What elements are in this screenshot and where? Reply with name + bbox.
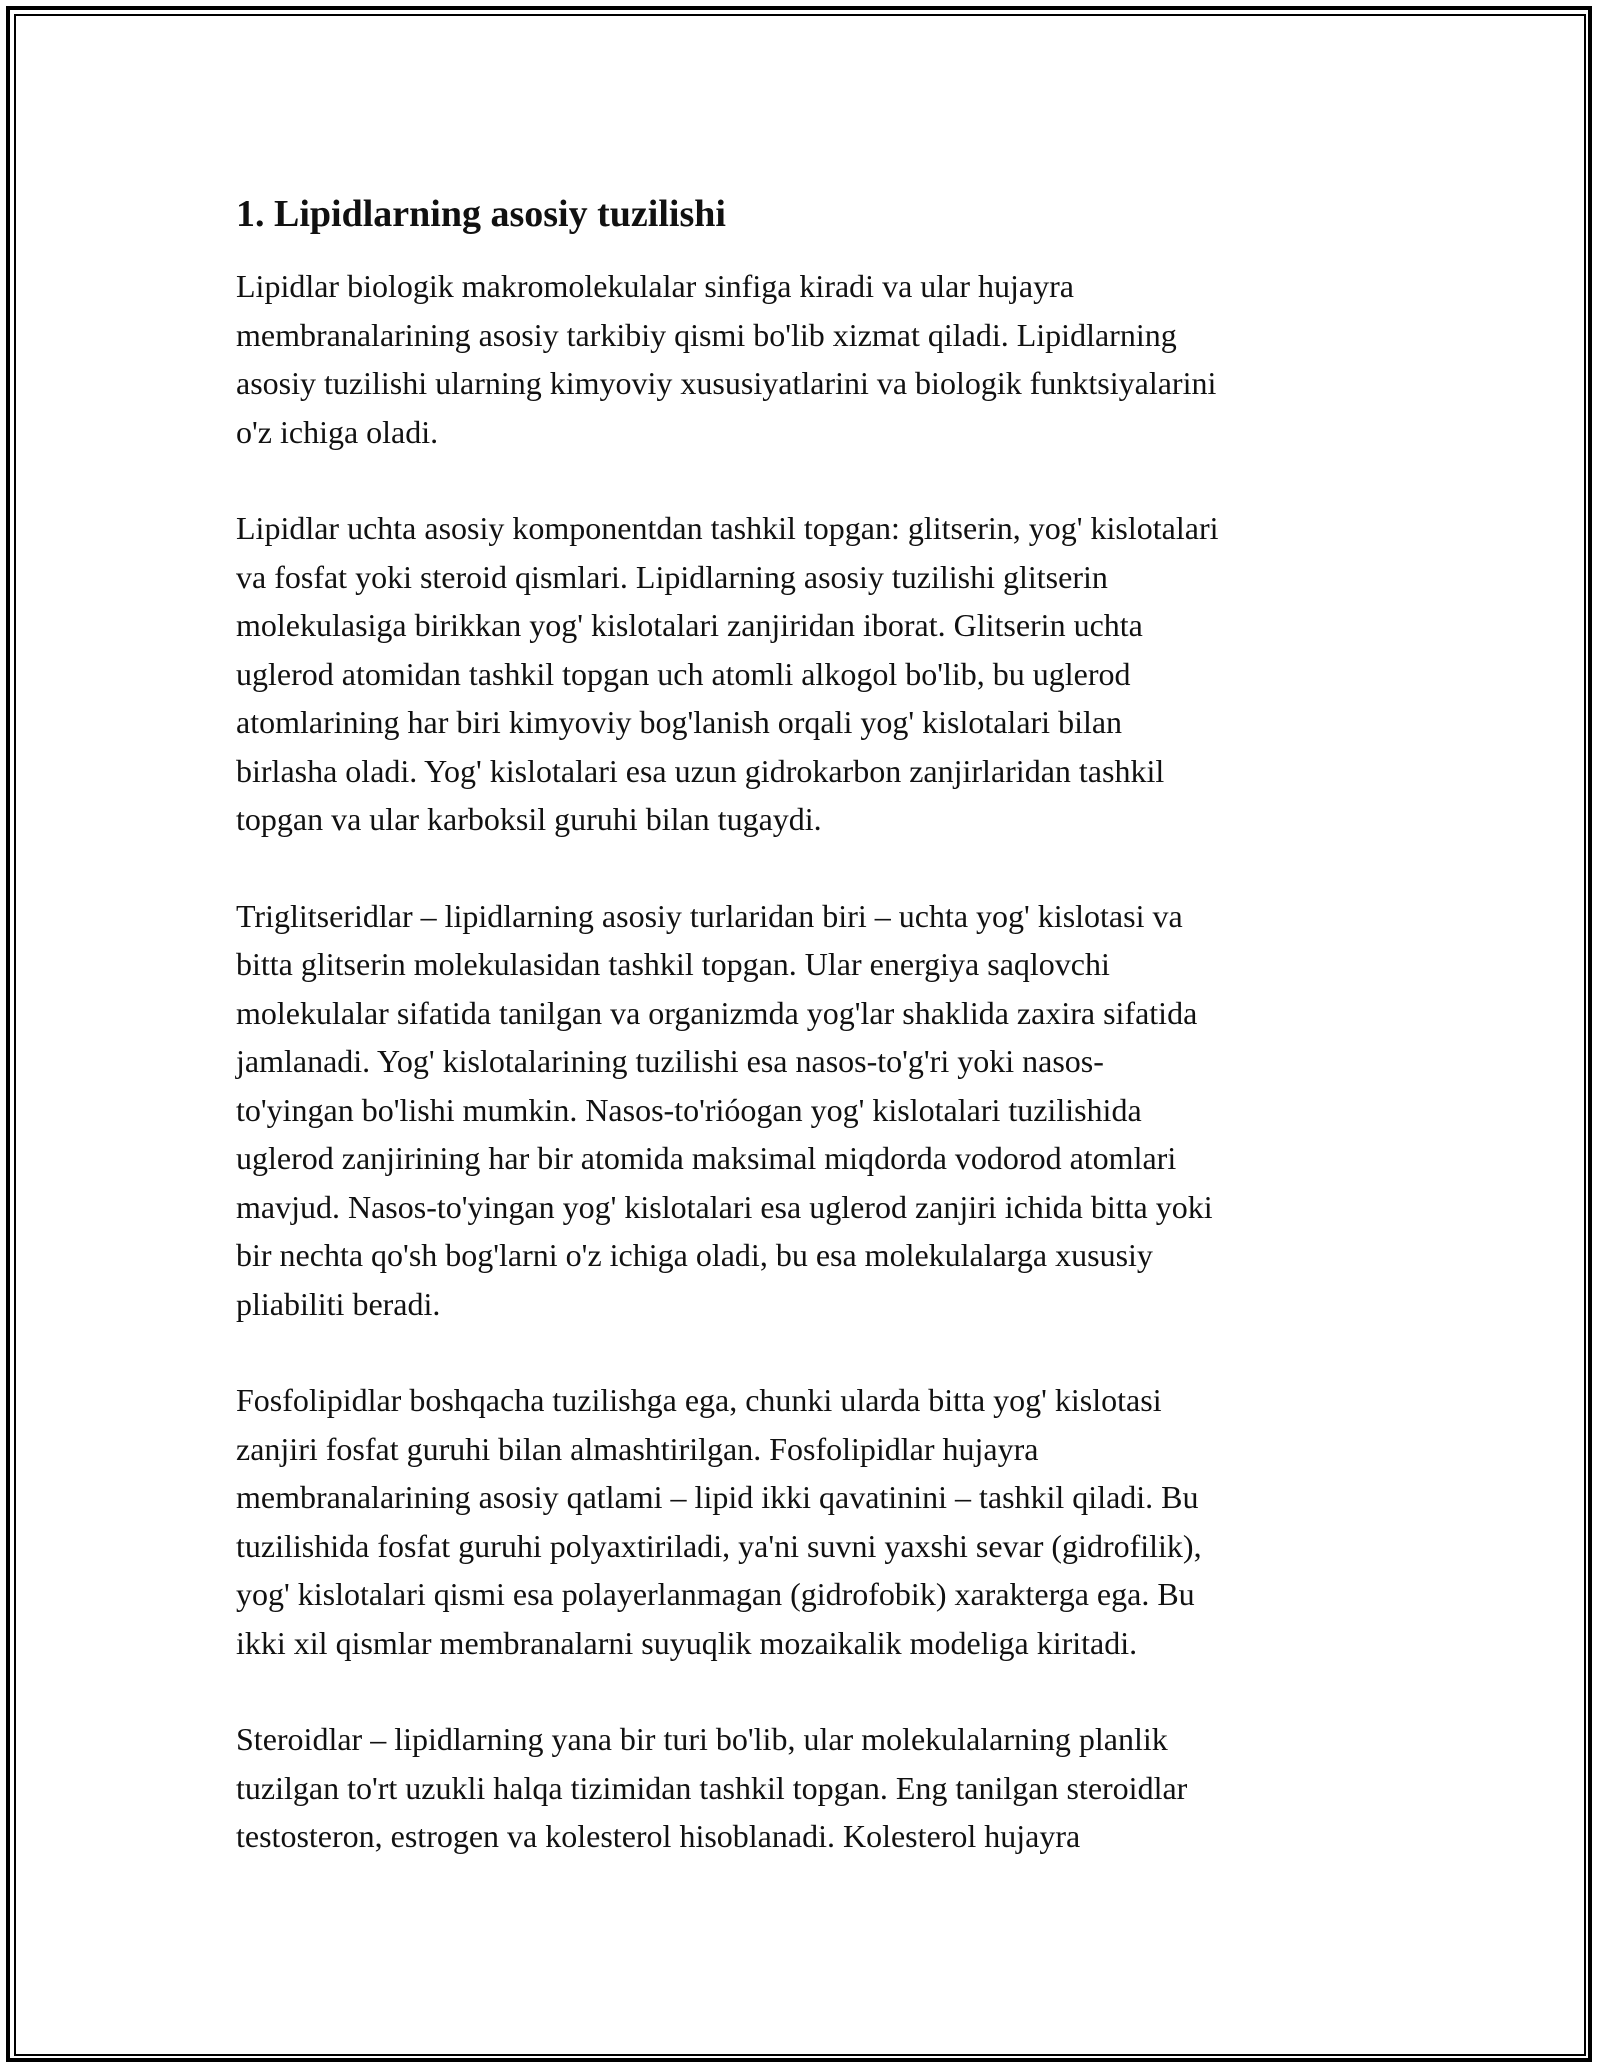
text-line: bir nechta qo'sh bog'larni o'z ichiga oladi, bu esa molekulalarga xususiy	[236, 1237, 1153, 1273]
text-line: va fosfat yoki steroid qismlari. Lipidlarning asosiy tuzilishi glitserin	[236, 558, 1108, 595]
paragraph-phospholipids	[236, 1376, 1366, 1667]
text-line: testosteron, estrogen va kolesterol hisoblanadi. Kolesterol hujayra	[236, 1818, 1081, 1854]
text-line: asosiy tuzilishi ularning kimyoviy xususiyatlarini va biologik funktsiyalarini	[236, 365, 1217, 401]
text-line: tuzilishida fosfat guruhi polyaxtiriladi, ya'ni suvni yaxshi sevar (gidrofilik),	[236, 1527, 1202, 1564]
text-line: Lipidlar uchta asosiy komponentdan tashkil topgan: glitserin, yog' kislotalari	[236, 510, 1219, 546]
text-line: molekulalar sifatida tanilgan va organizmda yog'lar shaklida zaxira sifatida	[236, 994, 1198, 1031]
text-line: ikki xil qismlar membranalarni suyuqlik mozaikalik modeliga kiritadi.	[236, 1624, 1138, 1661]
text-line: yog' kislotalari qismi esa polayerlanmagan (gidrofobik) xarakterga ega. Bu	[236, 1576, 1195, 1612]
paragraph-triglycerides	[236, 892, 1366, 1329]
text-line: atomlarining har biri kimyoviy bog'lanish orqali yog' kislotalari bilan	[236, 704, 1123, 740]
text-line: jamlanadi. Yog' kislotalarining tuzilishi esa nasos-to'g'ri yoki nasos-	[236, 1043, 1104, 1079]
text-line: Steroidlar – lipidlarning yana bir turi bo'lib, ular molekulalarning planlik	[236, 1721, 1168, 1757]
paragraph-intro	[236, 262, 1366, 456]
text-line: pliabiliti beradi.	[236, 1285, 441, 1322]
text-line: uglerod atomidan tashkil topgan uch atomli alkogol bo'lib, bu uglerod	[236, 655, 1131, 692]
text-line: to'yingan bo'lishi mumkin. Nasos-to'rióogan yog' kislotalari tuzilishida	[236, 1091, 1142, 1128]
text-line: mavjud. Nasos-to'yingan yog' kislotalari esa uglerod zanjiri ichida bitta yoki	[236, 1188, 1213, 1225]
text-line: bitta glitserin molekulasidan tashkil topgan. Ular energiya saqlovchi	[236, 946, 1110, 982]
text-line: membranalarining asosiy tarkibiy qismi bo'lib xizmat qiladi. Lipidlarning	[236, 316, 1177, 353]
text-line: Fosfolipidlar boshqacha tuzilishga ega, chunki ularda bitta yog' kislotasi	[236, 1382, 1162, 1418]
paragraph-steroids	[236, 1715, 1366, 1861]
text-line: membranalarining asosiy qatlami – lipid ikki qavatinini – tashkil qiladi. Bu	[236, 1479, 1199, 1515]
text-line: Triglitseridlar – lipidlarning asosiy turlaridan biri – uchta yog' kislotasi va	[236, 897, 1183, 934]
text-line: birlasha oladi. Yog' kislotalari esa uzun gidrokarbon zanjirlaridan tashkil	[236, 752, 1165, 789]
text-line: molekulasiga birikkan yog' kislotalari zanjiridan iborat. Glitserin uchta	[236, 607, 1143, 643]
text-line: o'z ichiga oladi.	[236, 413, 439, 450]
text-line: tuzilgan to'rt uzukli halqa tizimidan tashkil topgan. Eng tanilgan steroidlar	[236, 1769, 1188, 1806]
text-line: uglerod zanjirining har bir atomida maksimal miqdorda vodorod atomlari	[236, 1140, 1177, 1176]
text-line: zanjiri fosfat guruhi bilan almashtirilgan. Fosfolipidlar hujayra	[236, 1430, 1039, 1467]
document-body	[236, 188, 1366, 1909]
text-line: Lipidlar biologik makromolekulalar sinfiga kiradi va ular hujayra	[236, 268, 1074, 304]
paragraph-components	[236, 504, 1366, 844]
text-line: topgan va ular karboksil guruhi bilan tugaydi.	[236, 801, 822, 837]
section-heading: 1. Lipidlarning asosiy tuzilishi	[236, 193, 726, 235]
